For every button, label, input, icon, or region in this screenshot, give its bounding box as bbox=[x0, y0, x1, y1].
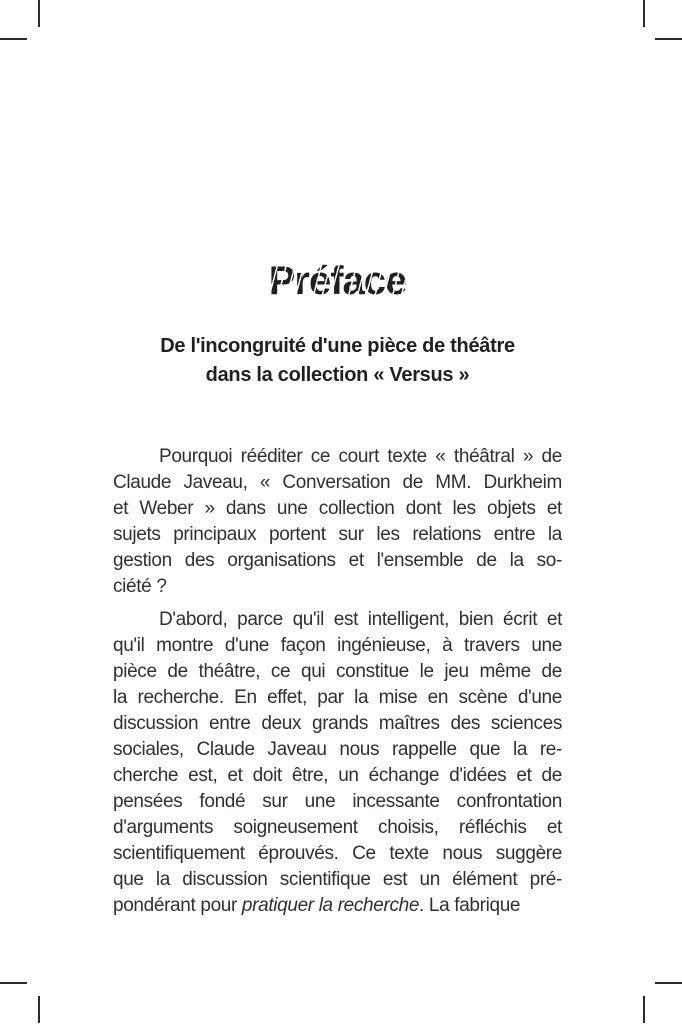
chapter-title: Préface bbox=[113, 258, 562, 304]
body-text bbox=[113, 444, 562, 919]
text-segment: cherche est, et doit être, un échange d'idées et de bbox=[113, 765, 562, 786]
paragraph bbox=[113, 607, 562, 919]
text-segment: la recherche. En effet, par la mise en scène d'une bbox=[113, 687, 562, 708]
text-line bbox=[113, 548, 562, 574]
text-segment: sociales, Claude Javeau nous rappelle que la re- bbox=[113, 739, 562, 760]
text-line bbox=[113, 789, 562, 815]
crop-mark-top-right-vertical bbox=[643, 0, 645, 27]
text-line bbox=[113, 444, 562, 470]
subtitle-line-1: De l'incongruité d'une pièce de théâtre bbox=[160, 335, 515, 357]
text-segment: discussion entre deux grands maîtres des sciences bbox=[113, 713, 562, 734]
chapter-subtitle bbox=[93, 332, 582, 390]
text-line bbox=[113, 607, 562, 633]
text-line bbox=[113, 496, 562, 522]
crop-mark-top-left-vertical bbox=[38, 0, 40, 27]
text-segment: gestion des organisations et l'ensemble de la so- bbox=[113, 550, 562, 571]
crop-mark-bottom-right-vertical bbox=[643, 996, 645, 1023]
text-line bbox=[113, 893, 562, 919]
paragraph bbox=[113, 444, 562, 600]
text-line bbox=[113, 711, 562, 737]
italic-phrase: pratiquer la recherche bbox=[241, 895, 420, 916]
text-line bbox=[113, 867, 562, 893]
crop-mark-bottom-right-horizontal bbox=[655, 982, 682, 984]
text-segment: que la discussion scientifique est un élément pré- bbox=[113, 869, 562, 890]
text-line bbox=[113, 685, 562, 711]
text-line bbox=[113, 737, 562, 763]
text-line bbox=[113, 815, 562, 841]
text-line bbox=[113, 763, 562, 789]
crop-mark-bottom-left-horizontal bbox=[0, 982, 27, 984]
text-segment: . La fabrique bbox=[419, 895, 521, 916]
text-segment: Claude Javeau, « Conversation de MM. Durkheim bbox=[113, 472, 562, 493]
text-segment: pièce de théâtre, ce qui constitue le jeu même de bbox=[113, 661, 562, 682]
text-segment: d'arguments soigneusement choisis, réfléchis et bbox=[113, 817, 562, 838]
text-segment: qu'il montre d'une façon ingénieuse, à travers une bbox=[113, 635, 562, 656]
text-line bbox=[113, 841, 562, 867]
text-segment: pensées fondé sur une incessante confrontation bbox=[113, 791, 562, 812]
subtitle-line-2: dans la collection « Versus » bbox=[205, 364, 470, 386]
text-segment: pondérant pour bbox=[113, 895, 242, 916]
text-segment: sujets principaux portent sur les relations entre la bbox=[113, 524, 562, 545]
text-segment: ciété ? bbox=[113, 576, 167, 597]
text-line bbox=[113, 659, 562, 685]
text-segment: et Weber » dans une collection dont les objets et bbox=[113, 498, 562, 519]
text-segment: D'abord, parce qu'il est intelligent, bien écrit et bbox=[159, 609, 562, 630]
crop-mark-bottom-left-vertical bbox=[38, 996, 40, 1023]
text-line bbox=[113, 574, 562, 600]
text-line bbox=[113, 470, 562, 496]
text-line bbox=[113, 633, 562, 659]
text-segment: Pourquoi rééditer ce court texte « théâtral » de bbox=[159, 446, 562, 467]
text-segment: scientifiquement éprouvés. Ce texte nous suggère bbox=[113, 843, 562, 864]
text-line bbox=[113, 522, 562, 548]
crop-mark-top-left-horizontal bbox=[0, 38, 27, 40]
crop-mark-top-right-horizontal bbox=[655, 38, 682, 40]
